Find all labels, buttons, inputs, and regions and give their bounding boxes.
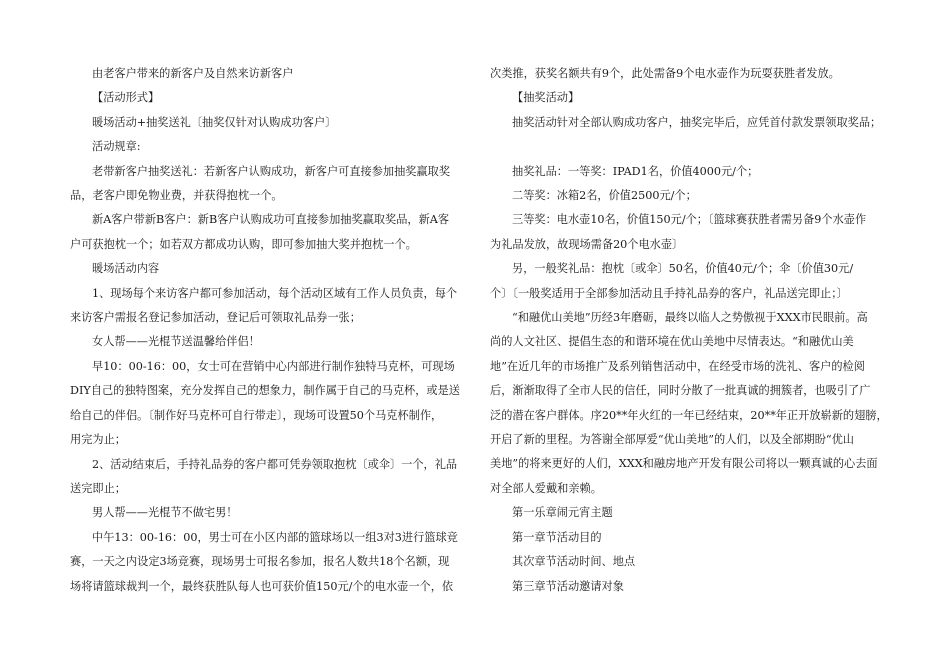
left-text-line: 场将请篮球裁判一个，最终获胜队每人也可获价值150元/个的电水壶一个，依 [70,579,454,593]
right-text-line: 为礼品发放，故现场需备20个电水壶〕 [490,237,684,251]
left-text-line: 1、现场每个来访客户都可参加活动，每个活动区域有工作人员负责，每个 [92,286,458,300]
left-text-line: 中午13：00-16：00，男士可在小区内部的篮球场以一组3对3进行篮球竞 [92,530,458,544]
left-text-line: 给自己的伴侣。〔制作好马克杯可自行带走〕，现场可设置50个马克杯制作， [70,408,443,422]
left-text-line: 送完即止； [70,481,126,495]
left-text-line: DIY自己的独特图案，充分发挥自己的想象力，制作属于自己的马克杯，或是送 [70,384,460,398]
right-text-line: 泛的潜在客户群体。序20**年火红的一年已经结束，20**年正开放崭新的翅膀， [490,408,888,422]
left-text-line: 由老客户带来的新客户及自然来访新客户 [92,67,294,80]
right-column [490,62,888,599]
right-text-line: 个〕〔一般奖适用于全部参加活动且手持礼品券的客户，礼品送完即止；〕 [490,286,848,300]
left-text-line: 户可获抱枕一个；如若双方都成功认购，即可参加抽大奖并抱枕一个。 [70,237,417,251]
left-text-line: 暖场活动内容 [92,262,160,276]
left-text-line: 暖场活动+抽奖送礼〔抽奖仅针对认购成功客户〕 [92,115,337,129]
left-text-line: 男人帮——光棍节不做宅男！ [92,506,238,520]
right-text-line: 地”在近几年的市场推广及系列销售活动中，在经受市场的洗礼、客户的检阅 [490,359,865,373]
right-text-line: 次类推，获奖名额共有9个，此处需备9个电水壶作为玩耍获胜者发放。 [490,67,840,80]
left-text-line: 来访客户需报名登记参加活动，登记后可领取礼品券一张； [70,311,361,325]
right-text-line: 尚的人文社区、提倡生态的和谐环境在优山美地中尽情表达。“和融优山美 [490,335,854,349]
right-text-line: 三等奖：电水壶10名，价值150元/个；〔篮球赛获胜者需另备9个水壶作 [512,213,867,227]
left-text-line: 女人帮——光棍节送温馨给伴侣！ [92,335,260,349]
left-text-line: 用完为止； [70,433,126,447]
right-text-line: 美地”的将来更好的人们，XXX和融房地产开发有限公司将以一颗真诚的心去面 [490,457,878,471]
left-text-line: 活动规章: [92,140,141,154]
left-text-line: 新A客户带新B客户：新B客户认购成功可直接参加抽奖赢取奖品，新A客 [92,213,450,227]
left-text-line: 早10：00-16：00，女士可在营销中心内部进行制作独特马克杯，可现场 [92,359,455,373]
right-text-line: 【抽奖活动】 [512,91,580,105]
left-column [70,62,462,599]
left-text-line: 2、活动结束后，手持礼品券的客户都可凭券领取抱枕〔或伞〕一个，礼品 [92,457,458,471]
right-text-line: 开启了新的里程。为答谢全部厚爱“优山美地”的人们，以及全部期盼“优山 [490,433,854,447]
right-text-line: 后，渐渐取得了全市人民的信任，同时分散了一批真诚的拥簇者，也吸引了广 [490,384,871,398]
left-text-line: 品，老客户即免物业费，并获得抱枕一个。 [70,189,283,203]
right-text-line: 二等奖：冰箱2名，价值2500元/个； [512,189,697,203]
right-text-line: 第三章节活动邀请对象 [512,579,624,593]
right-text-line: 第一乐章闹元宵主题 [512,506,613,520]
right-text-line: 抽奖礼品：一等奖：IPAD1名，价值4000元/个； [512,164,759,178]
right-text-line: 抽奖活动针对全部认购成功客户，抽奖完毕后，应凭首付款发票领取奖品； [512,115,882,129]
right-text-line: 其次章节活动时间、地点 [512,555,636,569]
left-text-line: 赛，一天之内设定3场竞赛，现场男士可报名参加，报名人数共18个名额，现 [70,555,450,569]
right-text-line: “和融优山美地”历经3年磨砺，最终以临人之势傲视于XXX市民眼前。高 [512,311,868,325]
right-text-line: 对全部人爱戴和亲赖。 [490,481,602,495]
right-text-line: 第一章节活动目的 [512,530,602,544]
right-text-line: 另，一般奖礼品：抱枕〔或伞〕50名，价值40元/个；伞〔价值30元/ [512,262,854,276]
left-text-line: 【活动形式】 [92,91,160,105]
left-text-line: 老带新客户抽奖送礼：若新客户认购成功，新客户可直接参加抽奖赢取奖 [92,164,451,178]
right-text-line [490,135,882,159]
